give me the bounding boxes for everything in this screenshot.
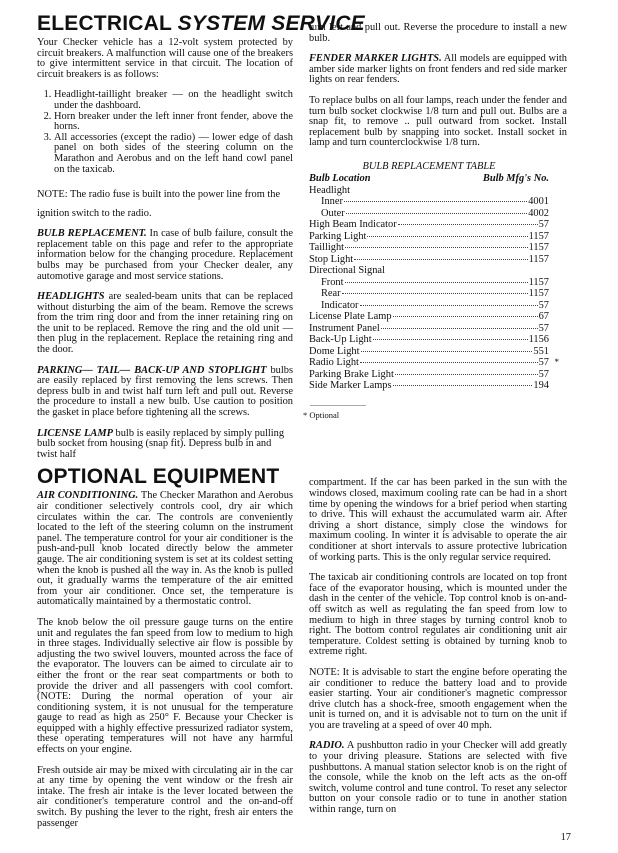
dot-leader bbox=[367, 236, 527, 237]
bulb-location: License Plate Lamp bbox=[309, 311, 392, 323]
page-number: 17 bbox=[560, 831, 571, 843]
table-title: BULB REPLACEMENT TABLE bbox=[362, 160, 496, 172]
bulb-location: Inner bbox=[321, 196, 343, 208]
bulb-replacement-table bbox=[309, 160, 559, 392]
bulb-location: Dome Light bbox=[309, 345, 360, 357]
bulb-number: 1157 bbox=[528, 242, 549, 254]
table-row bbox=[309, 196, 549, 208]
body: bulb is easily replaced by simply pulling bulb socket from housing (snap fit). Depress bulb in and twist half bbox=[37, 427, 285, 460]
bulb-number: 57 bbox=[538, 357, 549, 369]
dot-leader bbox=[373, 339, 528, 340]
left-column bbox=[37, 466, 293, 839]
right-column bbox=[303, 13, 567, 420]
bulb-location: Back-Up Light bbox=[309, 334, 372, 346]
optional-mark: * bbox=[554, 357, 559, 368]
bulb-number: 1156 bbox=[528, 334, 549, 346]
dot-leader bbox=[393, 316, 538, 317]
list-item: 1. Headlight-taillight breaker — on the headlight switch under the dashboard. bbox=[54, 90, 293, 111]
list-item: 3. All accessories (except the radio) — lower edge of dash panel on both sides of the steering column on the Marathon and Aerobus and on the left hand cowl panel on the taxicab. bbox=[54, 133, 293, 175]
table-row bbox=[309, 334, 549, 346]
table-row bbox=[309, 357, 559, 369]
lead: RADIO. bbox=[309, 740, 345, 752]
bulb-number: 1157 bbox=[528, 230, 549, 242]
radio-paragraph bbox=[309, 741, 567, 815]
lead: FENDER MARKER LIGHTS. bbox=[309, 53, 442, 65]
taxicab-paragraph: The taxicab air conditioning controls are located on top front face of the evaporator housing, which is mounted under the dash in the center of the vehicle. Top control knob is on-and-off switch as well as regulating the fan speed from low to medium to high in three stages by turning control knob to right. The bottom control regulates air conditioning unit air temperature. Coldest setting is obtained by turning knob to extreme right. bbox=[309, 572, 567, 658]
table-row bbox=[309, 208, 549, 220]
dot-leader bbox=[344, 201, 527, 202]
bulb-location: Parking Light bbox=[309, 230, 367, 242]
body: The Checker Marathon and Aerobus air conditioner selectively controls cool, dry air which circulates within the car. The controls are conveniently located to the left of the steering column on the instrument panel. The temperature control for your air conditioner is the push-and-pull knob located directly below the ammeter gauge. The air conditioning system is set at its coldest setting when the knob is pushed all the way in. As the knob is pulled out, it gradually warms the temperature of the air emitted from your air conditioner. Once set, the temperature is automatically maintained by a thermostatic control. bbox=[37, 490, 293, 608]
engine-note-paragraph: NOTE: It is advisable to start the engine before operating the air conditioner to reduce the battery load and to provide easier starting. Your air conditioner's magnetic compressor drive clutch has a shock-free, smooth engagement when the unit is turned on, and it is advisable not to turn on the unit if you are traveling at a speed of over 40 mph. bbox=[309, 666, 567, 731]
dot-leader bbox=[354, 259, 527, 260]
table-row bbox=[309, 288, 549, 300]
fender-marker-paragraph bbox=[309, 54, 567, 86]
table-row bbox=[309, 346, 549, 358]
license-lamp-paragraph bbox=[37, 429, 293, 461]
lead: LICENSE LAMP bbox=[37, 427, 113, 439]
bulb-number: 194 bbox=[533, 380, 549, 392]
bulb-number: 1157 bbox=[528, 288, 549, 300]
footnote-rule: ———————— bbox=[310, 400, 366, 409]
bulb-replacement-paragraph bbox=[37, 229, 293, 282]
bulb-location: Indicator bbox=[321, 299, 359, 311]
bulb-location: Rear bbox=[321, 288, 341, 300]
dot-leader bbox=[361, 351, 533, 352]
table-row bbox=[309, 311, 549, 323]
intro-paragraph: Your Checker vehicle has a 12-volt system protected by circuit breakers. A malfunction will cause one of the breakers to give intermittent service in that circuit. The location of circuit breakers is as follows: bbox=[37, 37, 293, 80]
electrical-section bbox=[37, 13, 567, 460]
column-header-location: Bulb Location bbox=[309, 172, 371, 184]
bulb-location: Parking Brake Light bbox=[309, 368, 394, 380]
table-footnote bbox=[303, 400, 567, 420]
dot-leader bbox=[398, 224, 538, 225]
bulb-number: 57 bbox=[538, 299, 549, 311]
bulb-location: Outer bbox=[321, 207, 345, 219]
lead: AIR CONDITIONING. bbox=[37, 490, 139, 502]
table-row bbox=[309, 231, 549, 243]
footnote-text: * Optional bbox=[303, 409, 340, 420]
body: A pushbutton radio in your Checker will add greatly to your driving pleasure. Stations are selected with five pushbuttons. A manual station selector knob is on the right of the console, while the knob on the left acts as the on-off switch, volume control and tune control. To reset any selector button on your console radio or to tune in another station within range, turn on bbox=[309, 740, 567, 816]
bulb-location: Taillight bbox=[309, 242, 345, 254]
bulb-number: 67 bbox=[538, 311, 549, 323]
column-header-number: Bulb Mfg's No. bbox=[482, 172, 549, 184]
table-row bbox=[309, 242, 549, 254]
table-row bbox=[309, 265, 549, 277]
table-row bbox=[309, 380, 549, 392]
bulb-location: Side Marker Lamps bbox=[309, 380, 392, 392]
title-plain: ELECTRICAL bbox=[37, 12, 178, 35]
replace-bulbs-paragraph: To replace bulbs on all four lamps, reach under the fender and turn bulb socket clockwise 1/8 turn and pull out. Bulbs are a snap fit, to remove .. pull outward from socket. Install replacement bulb by snapping into socket. Install socket in lamp and turn counterclockwise 1/8 turn. bbox=[309, 94, 567, 149]
radio-fuse-note: NOTE: The radio fuse is built into the power line from the ignition switch to the radio. bbox=[37, 189, 281, 220]
bulb-number: 1157 bbox=[528, 276, 549, 288]
bulb-number: 57 bbox=[538, 219, 549, 231]
table-header bbox=[309, 173, 549, 185]
dot-leader bbox=[342, 293, 528, 294]
air-conditioning-paragraph bbox=[37, 491, 293, 608]
dot-leader bbox=[345, 247, 528, 248]
table-row bbox=[309, 369, 549, 381]
bulb-number: 4002 bbox=[528, 207, 549, 219]
title-italic: SYSTEM SERVICE bbox=[177, 12, 365, 35]
section-title-optional: OPTIONAL EQUIPMENT bbox=[37, 465, 280, 489]
breaker-list bbox=[37, 90, 293, 175]
body: bulbs are easily replaced by first removing the lens screws. Then depress bulb in and twist half turn left and pull out. Reverse the procedure to install a new bulb. Use caution to position the gasket in place before tightening all the screws. bbox=[37, 364, 293, 419]
lead: BULB REPLACEMENT. bbox=[37, 228, 147, 240]
bulb-location: Directional Signal bbox=[309, 265, 385, 277]
bulb-location: High Beam Indicator bbox=[309, 219, 397, 231]
dot-leader bbox=[381, 328, 538, 329]
dot-leader bbox=[360, 305, 538, 306]
table-row bbox=[309, 254, 549, 266]
fresh-air-paragraph: Fresh outside air may be mixed with circulating air in the car at any time by opening the vent window or the fresh air intake. The fresh air intake is the lever located between the air conditioner's temperature control and the on-and-off switch. By pushing the lever to the right, fresh air enters the passenger bbox=[37, 764, 293, 829]
body: are sealed-beam units that can be replaced without disturbing the aim of the beam. Remove the screws from the trim ring door and from the inner retaining ring on the unit to be replaced. Remove the ring and the old unit — then plug in the replacement. Replace the retaining ring and the door. bbox=[37, 291, 293, 356]
dot-leader bbox=[393, 385, 533, 386]
bulb-number: 57 bbox=[538, 322, 549, 334]
table-row bbox=[309, 219, 549, 231]
compartment-paragraph: compartment. If the car has been parked in the sun with the windows closed, maximum cooling rate can be had in a short time by opening the windows for a brief period when starting to drive. This will exhaust the accumulated warm air. After driving a short distance, simply close the windows for maximum cooling. In winter it is advisable to operate the air conditioner at short intervals to assure protective lubrication of working parts. This is the only regular service required. bbox=[309, 477, 567, 563]
table-row bbox=[309, 277, 549, 289]
bulb-location: Radio Light bbox=[309, 357, 359, 369]
knob-paragraph: The knob below the oil pressure gauge turns on the entire unit and regulates the fan speed from low to medium to high in three stages. Individually selective air flow is possible by adjusting the two swivel louvers, mounted across the face of the evaporator. The louvers can be aimed to circulate air to either the front or the rear seat compartments or both to provide the driver and all passengers with cool comfort. (NOTE: During the normal operation of your air conditioning system, it is not unusual for the temperature gauge to read as high as 250° F. Because your Checker is equipped with a highly effective pressurized radiator system, these operating temperatures will not have any harmful effects on your engine. bbox=[37, 616, 293, 756]
parking-paragraph bbox=[37, 366, 293, 419]
optional-section bbox=[37, 465, 571, 852]
dot-leader bbox=[360, 362, 538, 363]
bulb-number: 551 bbox=[533, 345, 549, 357]
lead: PARKING— TAIL— BACK-UP AND STOPLIGHT bbox=[37, 364, 267, 376]
right-column bbox=[309, 466, 571, 852]
bulb-location: Front bbox=[321, 276, 344, 288]
bulb-location: Instrument Panel bbox=[309, 322, 380, 334]
dot-leader bbox=[345, 282, 528, 283]
table-row bbox=[309, 323, 549, 335]
bulb-location: Stop Light bbox=[309, 253, 354, 265]
list-item: 2. Horn breaker under the left inner front fender, above the horns. bbox=[54, 112, 293, 133]
section-title-electrical bbox=[37, 12, 365, 35]
bulb-number: 1157 bbox=[528, 253, 549, 265]
bulb-number: 57 bbox=[538, 368, 549, 380]
table-row bbox=[309, 185, 549, 197]
body: In case of bulb failure, consult the replacement table on this page and refer to the appropriate information below for the changing procedure. Replacement bulbs may be purchased from your Checker dealer, any automotive garage and most service stations. bbox=[37, 228, 293, 282]
continued-paragraph: turn left and pull out. Reverse the procedure to install a new bulb. bbox=[309, 22, 567, 44]
bulb-location: Headlight bbox=[309, 184, 350, 196]
headlights-paragraph bbox=[37, 292, 293, 356]
bulb-number: 4001 bbox=[528, 196, 549, 208]
dot-leader bbox=[346, 213, 528, 214]
dot-leader bbox=[395, 374, 538, 375]
body: All models are equipped with amber side marker lights on front fenders and red side marker lights on rear fenders. bbox=[309, 53, 567, 86]
table-rows bbox=[309, 184, 559, 392]
table-row bbox=[309, 300, 549, 312]
lead: HEADLIGHTS bbox=[37, 291, 105, 303]
